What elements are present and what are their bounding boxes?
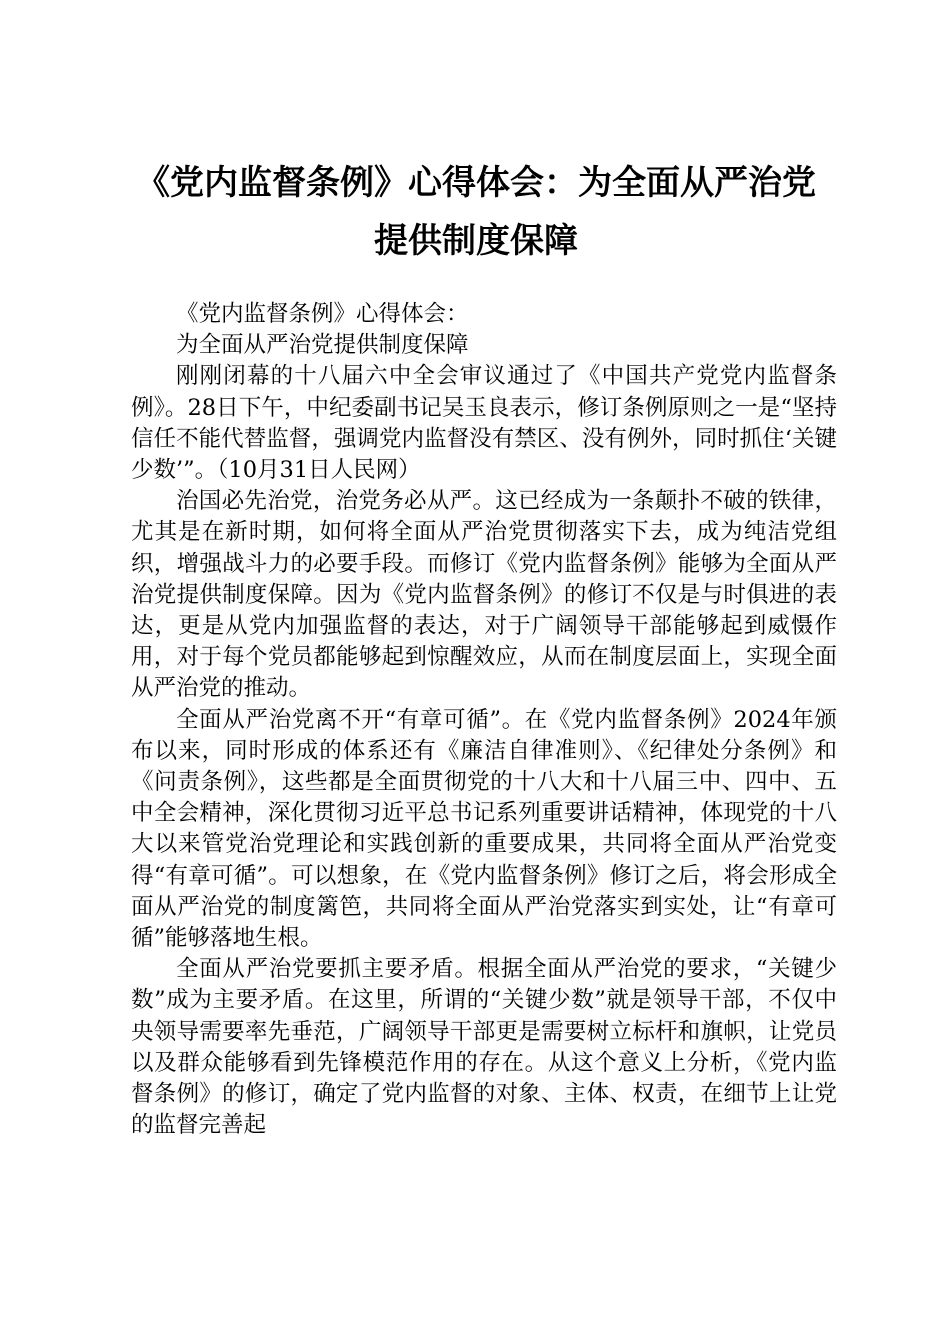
paragraph: 刚刚闭幕的十八届六中全会审议通过了《中国共产党党内监督条例》。28日下午，中纪委副书记吴玉良表示，修订条例原则之一是“坚持信任不能代替监督，强调党内监督没有禁区、没有例外，同时抓住‘关键少数’”。（10月31日人民网） (131, 363, 837, 484)
subtitle-line-1: 《党内监督条例》心得体会： (176, 301, 469, 327)
paragraph: 治国必先治党，治党务必从严。这已经成为一条颠扑不破的铁律，尤其是在新时期，如何将全面从严治党贯彻落实下去，成为纯洁党组织，增强战斗力的必要手段。而修订《党内监督条例》能够为全面从严治党提供制度保障。因为《党内监督条例》的修订不仅是与时俱进的表达，更是从党内加强监督的表达，对于广阔领导干部能够起到威慑作用，对于每个党员都能够起到惊醒效应，从而在制度层面上，实现全面从严治党的推动。 (131, 488, 837, 702)
paragraph: 全面从严治党要抓主要矛盾。根据全面从严治党的要求，“关键少数”成为主要矛盾。在这里，所谓的“关键少数”就是领导干部，不仅中央领导需要率先垂范，广阔领导干部更是需要树立标杆和旗帜，让党员以及群众能够看到先锋模范作用的存在。从这个意义上分析，《党内监督条例》的修订，确定了党内监督的对象、主体、权责，在细节上让党的监督完善起 (131, 956, 837, 1139)
document-title-line-2: 提供制度保障 (374, 221, 578, 261)
paragraph: 全面从严治党离不开“有章可循”。在《党内监督条例》2024年颁布以来，同时形成的体系还有《廉洁自律准则》、《纪律处分条例》和《问责条例》，这些都是全面贯彻党的十八大和十八届三中、四中、五中全会精神，深化贯彻习近平总书记系列重要讲话精神，体现党的十八大以来管党治党理论和实践创新的重要成果，共同将全面从严治党变得“有章可循”。可以想象，在《党内监督条例》修订之后，将会形成全面从严治党的制度篱笆，共同将全面从严治党落实到实处，让“有章可循”能够落地生根。 (131, 706, 837, 952)
subtitle-line-2: 为全面从严治党提供制度保障 (176, 332, 469, 359)
document-title-line-1: 《党内监督条例》心得体会：为全面从严治党 (136, 163, 816, 203)
document-body (131, 299, 837, 1141)
